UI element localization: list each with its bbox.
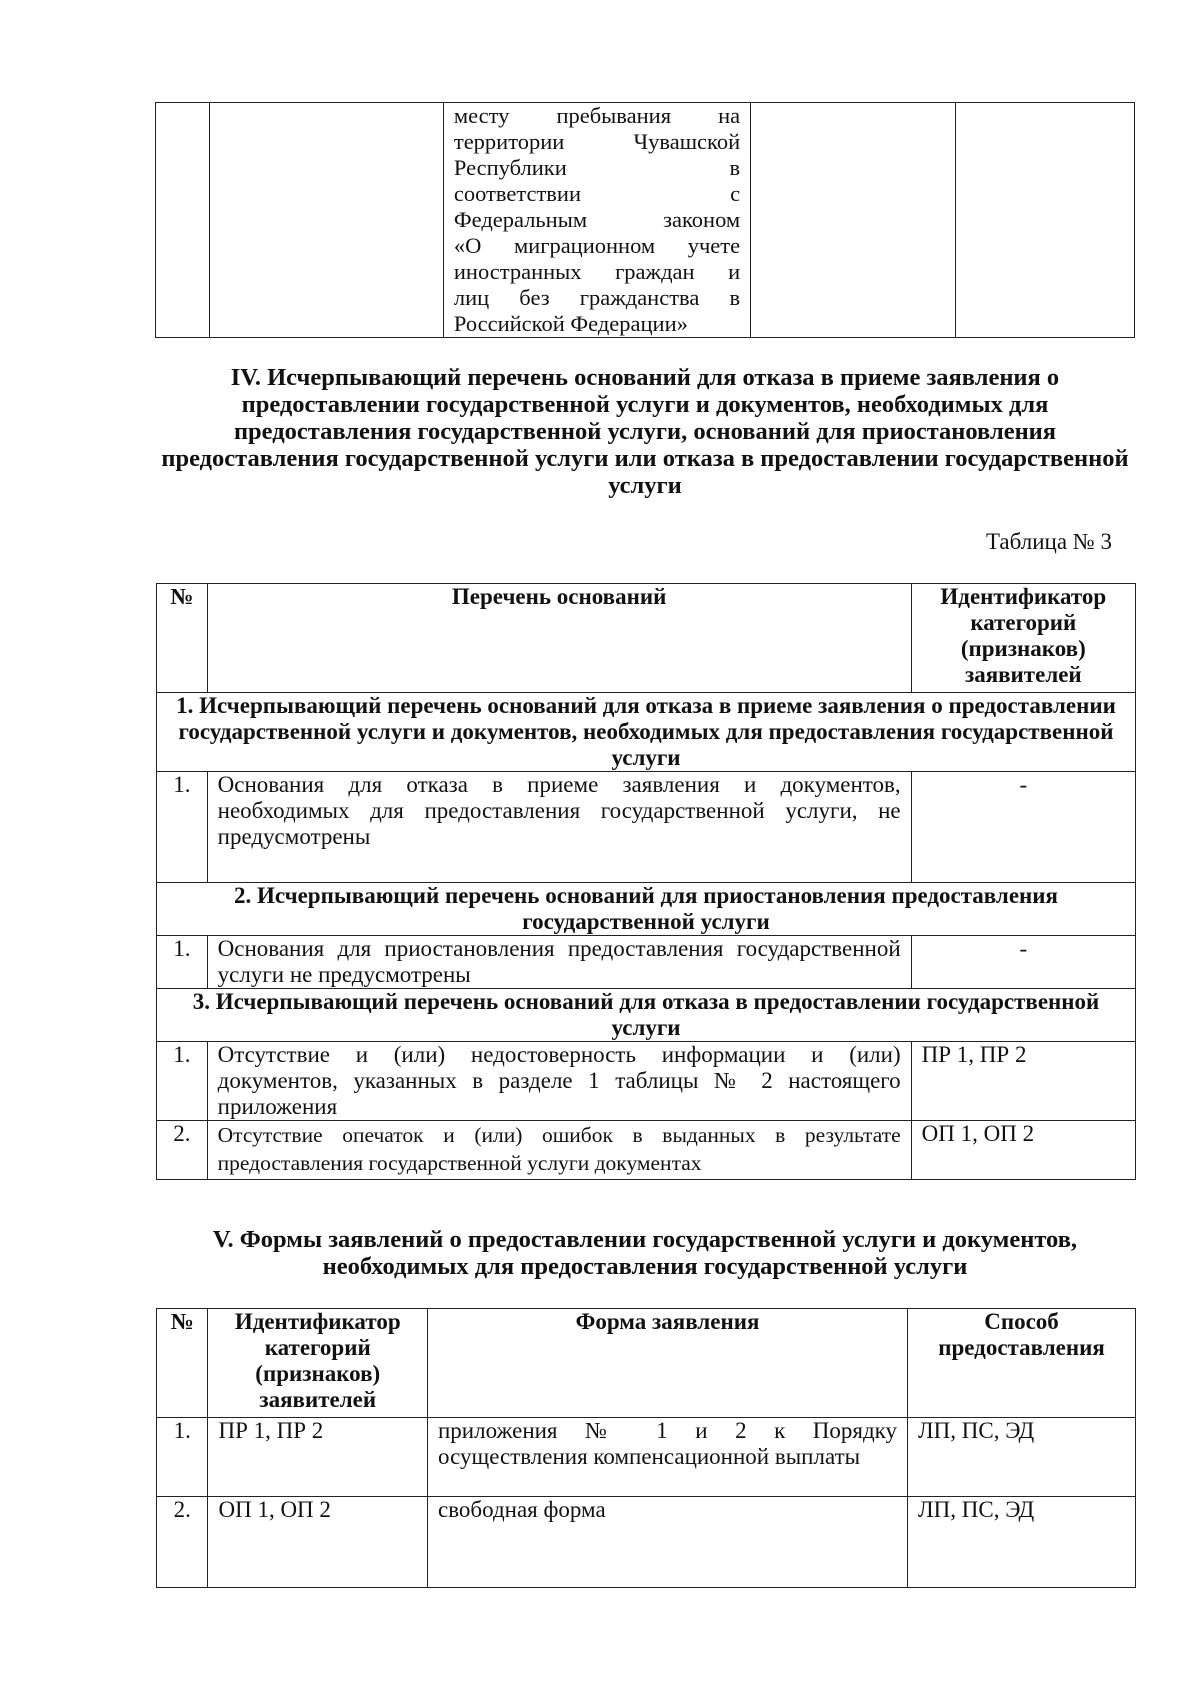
group-title: 1. Исчерпывающий перечень оснований для отказа в приеме заявления о предоставлении государственной услуги и документов, необходимых для предоставления государственной услуги	[157, 693, 1136, 772]
text-line: территории Чувашской	[453, 129, 741, 154]
group-title: 3. Исчерпывающий перечень оснований для отказа в предоставлении государственной услуги	[157, 989, 1136, 1042]
table-row	[157, 1042, 1136, 1121]
row-text: Отсутствие опечаток и (или) ошибок в выданных в результате предоставления государственной услуги документах	[207, 1121, 911, 1180]
continuation-table	[155, 102, 1135, 338]
row-text: Основания для отказа в приеме заявления и документов, необходимых для предоставления государственной услуги, не предусмотрены	[207, 772, 911, 883]
table-cell-empty	[210, 103, 444, 338]
group-title-row	[157, 883, 1136, 936]
row-num: 1.	[157, 772, 208, 883]
forms-table	[156, 1308, 1136, 1588]
row-method: ЛП, ПС, ЭД	[908, 1418, 1136, 1497]
header-grounds: Перечень оснований	[207, 584, 911, 693]
grounds-table	[156, 583, 1136, 1180]
table-cell-empty	[156, 103, 210, 338]
table-header-row	[157, 1309, 1136, 1418]
header-identifier: Идентификатор категорий (признаков) заявителей	[911, 584, 1135, 693]
text-line: Федеральным законом	[453, 207, 741, 232]
row-num: 2.	[157, 1121, 208, 1180]
row-num: 1.	[157, 1042, 208, 1121]
table-cell-empty	[956, 103, 1135, 338]
text-line: месту пребывания на	[453, 103, 741, 128]
section-v-title: V. Формы заявлений о предоставлении государственной услуги и документов, необходимых для предоставления государственной услуги	[212, 1226, 1078, 1280]
header-num: №	[157, 1309, 208, 1418]
row-text: Отсутствие и (или) недостоверность информации и (или) документов, указанных в разделе 1 таблицы № 2 настоящего приложения	[207, 1042, 911, 1121]
section-iv-title: IV. Исчерпывающий перечень оснований для отказа в приеме заявления о предоставлении государственной услуги и документов, необходимых для предоставления государственной услуги, оснований для приостановления предоставления государственной услуги или отказа в предоставлении государственной услуги	[161, 364, 1129, 499]
text-line: Республики в	[453, 155, 741, 180]
table-cell-empty	[751, 103, 956, 338]
table-row	[157, 1497, 1136, 1588]
text-line: Российской Федерации»	[453, 311, 688, 336]
header-num: №	[157, 584, 208, 693]
table-cell-text	[443, 103, 750, 338]
row-num: 1.	[157, 1418, 208, 1497]
row-form: свободная форма	[428, 1497, 908, 1588]
table-row	[157, 772, 1136, 883]
row-identifier: -	[911, 772, 1135, 883]
row-identifier: ОП 1, ОП 2	[208, 1497, 428, 1588]
row-identifier: ПР 1, ПР 2	[208, 1418, 428, 1497]
table-row	[157, 1121, 1136, 1180]
group-title: 2. Исчерпывающий перечень оснований для приостановления предоставления государственной услуги	[157, 883, 1136, 936]
row-num: 2.	[157, 1497, 208, 1588]
row-identifier: ОП 1, ОП 2	[911, 1121, 1135, 1180]
text-line: иностранных граждан и	[453, 259, 741, 284]
row-num: 1.	[157, 936, 208, 989]
header-identifier: Идентификатор категорий (признаков) заявителей	[208, 1309, 428, 1418]
text-line: соответствии с	[453, 181, 741, 206]
table-row	[156, 103, 1135, 338]
row-text: Основания для приостановления предоставления государственной услуги не предусмотрены	[207, 936, 911, 989]
row-form: приложения № 1 и 2 к Порядку осуществления компенсационной выплаты	[428, 1418, 908, 1497]
table-header-row	[157, 584, 1136, 693]
header-method: Способ предоставления	[908, 1309, 1136, 1418]
text-line: «О миграционном учете	[453, 233, 741, 258]
text-line: лиц без гражданства в	[453, 285, 741, 310]
table-row	[157, 1418, 1136, 1497]
table-number-label: Таблица № 3	[985, 529, 1112, 554]
row-identifier: -	[911, 936, 1135, 989]
row-identifier: ПР 1, ПР 2	[911, 1042, 1135, 1121]
header-form: Форма заявления	[428, 1309, 908, 1418]
group-title-row	[157, 989, 1136, 1042]
row-method: ЛП, ПС, ЭД	[908, 1497, 1136, 1588]
table-row	[157, 936, 1136, 989]
group-title-row	[157, 693, 1136, 772]
